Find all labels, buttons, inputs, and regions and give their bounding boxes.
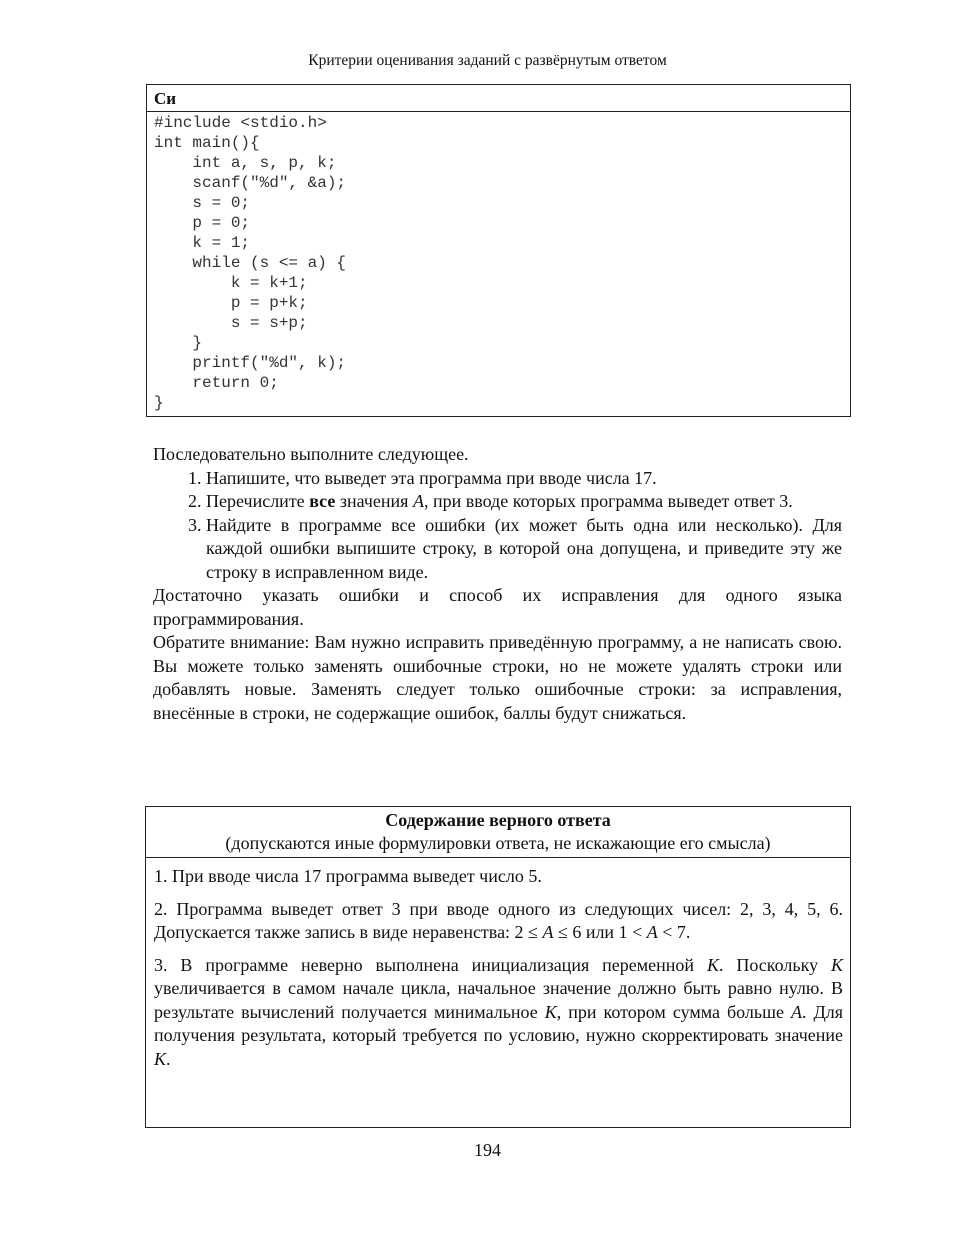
- emphasis-all: все: [309, 491, 336, 511]
- task-text: [153, 443, 842, 725]
- task-note-attention: Обратите внимание: Вам нужно исправить приведённую программу, а не написать свою. Вы можете только заменять ошибочные строки, но не можете удалять строки или добавлять новые. Заменять следует только ошибочные строки: за исправления, внесённые в строки, не содержащие ошибок, баллы будут снижаться.: [153, 632, 842, 723]
- answer-title: Содержание верного ответа: [385, 810, 611, 830]
- code-line: }: [154, 394, 164, 412]
- code-language-label: Си: [147, 85, 850, 112]
- task-intro: Последовательно выполните следующее.: [153, 444, 469, 464]
- answer-body: [146, 858, 850, 1071]
- code-line: s = 0;: [154, 194, 251, 212]
- code-line: return 0;: [154, 374, 279, 392]
- task-step-2: 2. Перечислите все значения A, при вводе которых программа выведет ответ 3.: [206, 490, 842, 514]
- code-lines: [147, 112, 850, 413]
- page-number: 194: [474, 1140, 501, 1160]
- code-line: int a, s, p, k;: [154, 154, 337, 172]
- code-line: while (s <= a) {: [154, 254, 347, 272]
- code-line: k = 1;: [154, 234, 251, 252]
- variable-a: A: [412, 491, 424, 511]
- code-line: #include <stdio.h>: [154, 114, 327, 132]
- running-title: Критерии оценивания заданий с развёрнутым ответом: [308, 52, 667, 69]
- answer-table: [145, 806, 851, 1128]
- code-line: s = s+p;: [154, 314, 308, 332]
- code-line: int main(){: [154, 134, 260, 152]
- code-listing: [146, 84, 851, 417]
- code-line: p = p+k;: [154, 294, 308, 312]
- answer-point-3: 3. В программе неверно выполнена инициализация переменной K. Поскольку K увеличивается в самом начале цикла, начальное значение должно быть равно нулю. В результате вычислений получается минимальное K, при котором сумма больше A. Для получения результата, который требуется по условию, нужно скорректировать значение K.: [154, 954, 843, 1069]
- task-step-3: 3. Найдите в программе все ошибки (их может быть одна или несколько). Для каждой ошибки выпишите строку, в которой она допущена, и приведите эту же строку в исправленном виде.: [206, 514, 842, 585]
- answer-point-2: 2. Программа выведет ответ 3 при вводе одного из следующих чисел: 2, 3, 4, 5, 6. Допускается также запись в виде неравенства: 2 ≤ A ≤ 6 или 1 < A < 7.: [154, 898, 843, 942]
- task-note-language: Достаточно указать ошибки и способ их исправления для одного языка программирования.: [153, 585, 842, 629]
- code-line: printf("%d", k);: [154, 354, 347, 372]
- task-step-1: 1. Напишите, что выведет эта программа при вводе числа 17.: [206, 467, 842, 491]
- code-line: }: [154, 334, 203, 352]
- answer-header: [146, 807, 850, 858]
- task-steps: [153, 467, 842, 585]
- code-line: scanf("%d", &a);: [154, 174, 347, 192]
- answer-subtitle: (допускаются иные формулировки ответа, не искажающие его смысла): [225, 833, 771, 853]
- code-line: k = k+1;: [154, 274, 308, 292]
- answer-point-1: 1. При вводе числа 17 программа выведет число 5.: [154, 866, 542, 886]
- code-line: p = 0;: [154, 214, 251, 232]
